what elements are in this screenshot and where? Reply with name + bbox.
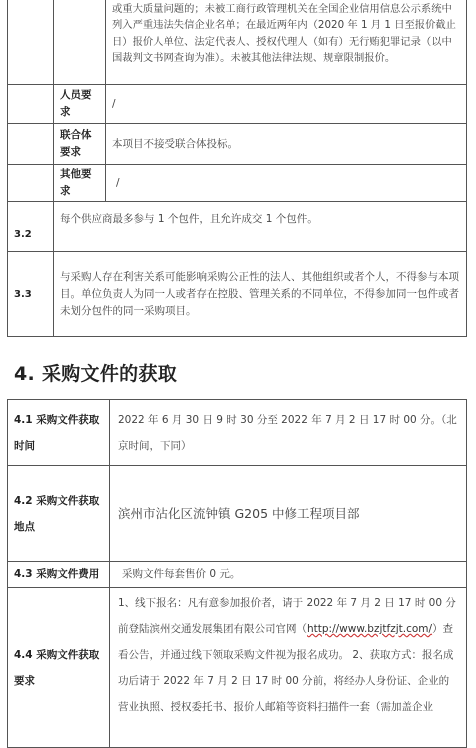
- official-site-link[interactable]: http://www.bzjtfzjt.com/: [307, 623, 433, 635]
- r43-label: 4.3 采购文件费用: [14, 568, 100, 580]
- r41-label: 4.1 采购文件获取时间: [14, 413, 100, 452]
- personnel-value: /: [112, 97, 116, 110]
- row-3-3-text: 与采购人存在利害关系可能影响采购公正性的法人、其他组织或者个人，不得参与本项目。单位负责人为同一人或者存在控股、管理关系的不同单位，不得参加同一包件或者未划分包件的同一采购项目。: [60, 270, 459, 317]
- consortium-label: 联合体要求: [60, 129, 92, 158]
- r42-label: 4.2 采购文件获取地点: [14, 494, 100, 533]
- personnel-label: 人员要求: [60, 89, 92, 118]
- qualification-text: 或重大质量问题的；未被工商行政管理机关在全国企业信用信息公示系统中列入严重违法失信企业名单；在最近两年内（2020 年 1 月 1 日至报价截止日）报价人单位、法定代表人、授权代理人（如有）无行贿犯罪记录（以中国裁判文书网查询为准）。未被其他法律法规、规章限制报价。: [112, 3, 456, 65]
- r44-text-part-b: ）查看公告，并通过线下领取采购文件视为报名成功。 2、获取方式：报名成功后请于 2022 年 7 月 2 日 17 时 00 分前，将经办人身份证、企业的营业执照、授权委托书、报价人邮箱等资料扫描件一套（需加盖企业: [118, 623, 454, 713]
- r44-text-part-a: 1、线下报名：凡有意参加报价者，请于 2022 年 7 月 2 日 17 时 00 分前登陆滨州交通发展集团有限公司官网（: [118, 597, 456, 635]
- r44-label: 4.4 采购文件获取要求: [14, 648, 100, 687]
- other-value: /: [116, 176, 120, 189]
- r42-text: 滨州市沾化区流钟镇 G205 中修工程项目部: [118, 506, 360, 521]
- qualification-table: [7, 0, 467, 337]
- acquisition-table: [7, 399, 467, 748]
- r44-text: [118, 590, 458, 720]
- row-3-2-text: 每个供应商最多参与 1 个包件，且允许成交 1 个包件。: [60, 213, 318, 225]
- row-3-2-number: 3.2: [14, 229, 32, 240]
- r43-text: 采购文件每套售价 0 元。: [122, 568, 241, 580]
- section-heading: 4. 采购文件的获取: [14, 363, 178, 385]
- row-3-3-number: 3.3: [14, 288, 32, 300]
- consortium-value: 本项目不接受联合体投标。: [112, 137, 238, 150]
- r41-text: 2022 年 6 月 30 日 9 时 30 分至 2022 年 7 月 2 日 17 时 00 分。（北京时间，下同）: [118, 413, 457, 452]
- other-label: 其他要求: [60, 168, 92, 197]
